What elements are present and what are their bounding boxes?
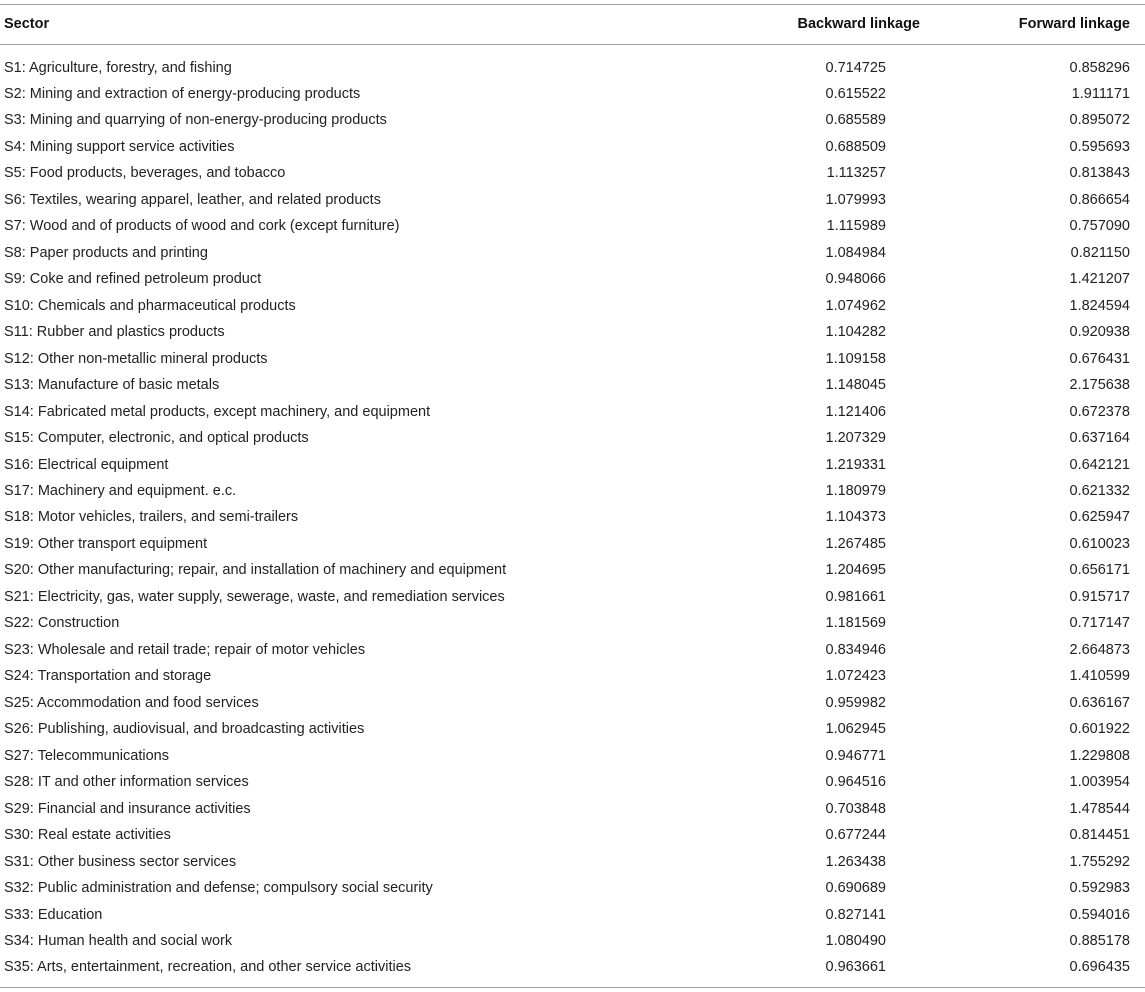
backward-linkage-cell: 1.104282	[825, 324, 886, 341]
backward-linkage-cell: 0.959982	[825, 694, 886, 711]
backward-linkage-cell: 0.703848	[825, 800, 886, 817]
forward-linkage-cell: 0.595693	[1069, 138, 1130, 155]
forward-linkage-cell: 0.636167	[1069, 694, 1130, 711]
backward-linkage-cell: 1.109158	[825, 350, 886, 367]
forward-linkage-cell: 0.858296	[1069, 59, 1130, 76]
table-row	[0, 902, 1145, 929]
forward-linkage-cell: 0.592983	[1069, 880, 1130, 897]
table-row	[0, 663, 1145, 690]
forward-linkage-cell: 0.637164	[1069, 430, 1130, 447]
table-row	[0, 213, 1145, 240]
sector-cell: S6: Textiles, wearing apparel, leather, and related products	[4, 191, 381, 208]
backward-linkage-cell: 0.948066	[825, 271, 886, 288]
backward-linkage-cell: 1.079993	[825, 191, 886, 208]
table-row	[0, 425, 1145, 452]
backward-linkage-cell: 1.204695	[825, 562, 886, 579]
sector-cell: S17: Machinery and equipment. e.c.	[4, 483, 237, 500]
forward-linkage-cell: 1.824594	[1069, 297, 1130, 314]
forward-linkage-cell: 1.911171	[1071, 85, 1130, 102]
forward-linkage-cell: 0.642121	[1069, 456, 1130, 473]
forward-linkage-cell: 2.664873	[1069, 641, 1130, 658]
sector-cell: S2: Mining and extraction of energy-producing products	[4, 85, 361, 102]
forward-linkage-cell: 0.676431	[1069, 350, 1130, 367]
backward-linkage-cell: 0.685589	[825, 112, 886, 129]
table-row	[0, 372, 1145, 399]
table-row	[0, 928, 1145, 955]
table-row	[0, 399, 1145, 426]
backward-linkage-cell: 1.219331	[825, 456, 886, 473]
forward-linkage-cell: 0.625947	[1069, 509, 1130, 526]
backward-linkage-cell: 0.981661	[825, 588, 886, 605]
table-row	[0, 531, 1145, 558]
forward-linkage-cell: 0.672378	[1069, 403, 1130, 420]
sector-cell: S30: Real estate activities	[4, 827, 171, 844]
sector-cell: S15: Computer, electronic, and optical products	[4, 430, 309, 447]
table-row	[0, 504, 1145, 531]
table-row	[0, 796, 1145, 823]
sector-cell: S22: Construction	[4, 615, 120, 632]
backward-linkage-cell: 0.834946	[825, 641, 886, 658]
sector-cell: S3: Mining and quarrying of non-energy-producing products	[4, 112, 387, 129]
table-row	[0, 954, 1145, 981]
table-row	[0, 637, 1145, 664]
backward-linkage-cell: 1.084984	[825, 244, 886, 261]
sector-cell: S32: Public administration and defense; compulsory social security	[4, 880, 433, 897]
forward-linkage-cell: 0.814451	[1069, 827, 1130, 844]
sector-cell: S24: Transportation and storage	[4, 668, 212, 685]
backward-linkage-cell: 0.827141	[825, 906, 886, 923]
sector-cell: S21: Electricity, gas, water supply, sewerage, waste, and remediation services	[4, 588, 505, 605]
table-top-rule	[0, 4, 1145, 5]
sector-cell: S31: Other business sector services	[4, 853, 237, 870]
forward-linkage-cell: 1.478544	[1069, 800, 1130, 817]
table-row	[0, 240, 1145, 267]
forward-linkage-cell: 0.895072	[1069, 112, 1130, 129]
sector-cell: S34: Human health and social work	[4, 933, 233, 949]
table-row	[0, 690, 1145, 717]
backward-linkage-cell: 0.688509	[825, 138, 886, 155]
backward-linkage-cell: 0.714725	[825, 59, 886, 76]
header-sector: Sector	[4, 16, 50, 32]
sector-cell: S11: Rubber and plastics products	[4, 324, 225, 341]
table-row	[0, 716, 1145, 743]
table-row	[0, 107, 1145, 134]
table-row	[0, 849, 1145, 876]
sector-cell: S20: Other manufacturing; repair, and installation of machinery and equipment	[4, 562, 507, 579]
table-row	[0, 266, 1145, 293]
sector-cell: S10: Chemicals and pharmaceutical products	[4, 297, 296, 314]
backward-linkage-cell: 1.207329	[825, 430, 886, 447]
forward-linkage-cell: 0.656171	[1069, 562, 1130, 579]
table-row	[0, 478, 1145, 505]
forward-linkage-cell: 0.813843	[1069, 165, 1130, 182]
sector-cell: S33: Education	[4, 906, 103, 923]
forward-linkage-cell: 0.915717	[1069, 588, 1130, 605]
table-row	[0, 346, 1145, 373]
table-row	[0, 769, 1145, 796]
table-row	[0, 187, 1145, 214]
backward-linkage-cell: 0.677244	[825, 827, 886, 844]
forward-linkage-cell: 0.621332	[1069, 483, 1130, 500]
sector-cell: S16: Electrical equipment	[4, 456, 169, 473]
table-row	[0, 81, 1145, 108]
sector-cell: S8: Paper products and printing	[4, 244, 208, 261]
sector-cell: S35: Arts, entertainment, recreation, and other service activities	[4, 959, 412, 976]
forward-linkage-cell: 1.229808	[1069, 747, 1130, 764]
header-forward-linkage: Forward linkage	[1018, 16, 1130, 32]
sector-cell: S27: Telecommunications	[4, 747, 169, 764]
forward-linkage-cell: 1.755292	[1069, 853, 1130, 870]
table-row	[0, 822, 1145, 849]
backward-linkage-cell: 1.104373	[825, 509, 886, 526]
sector-cell: S4: Mining support service activities	[4, 138, 235, 155]
sector-cell: S5: Food products, beverages, and tobacco	[4, 165, 286, 182]
table-row	[0, 319, 1145, 346]
table-row	[0, 743, 1145, 770]
backward-linkage-cell: 1.181569	[825, 615, 886, 632]
forward-linkage-cell: 2.175638	[1069, 377, 1130, 394]
sector-cell: S14: Fabricated metal products, except machinery, and equipment	[4, 403, 431, 420]
sector-cell: S13: Manufacture of basic metals	[4, 377, 220, 394]
backward-linkage-cell: 0.964516	[825, 774, 886, 791]
table-row	[0, 55, 1145, 82]
sector-cell: S1: Agriculture, forestry, and fishing	[4, 59, 232, 76]
forward-linkage-cell: 0.594016	[1069, 906, 1130, 923]
table-row	[0, 557, 1145, 584]
backward-linkage-cell: 1.148045	[825, 377, 886, 394]
forward-linkage-cell: 0.885178	[1069, 933, 1130, 949]
backward-linkage-cell: 1.267485	[825, 535, 886, 552]
table-row	[0, 160, 1145, 187]
forward-linkage-cell: 0.696435	[1069, 959, 1130, 976]
backward-linkage-cell: 1.074962	[825, 297, 886, 314]
table-row	[0, 293, 1145, 320]
backward-linkage-cell: 1.115989	[826, 218, 886, 235]
sector-cell: S29: Financial and insurance activities	[4, 800, 251, 817]
table-row	[0, 134, 1145, 161]
backward-linkage-cell: 0.946771	[825, 747, 886, 764]
backward-linkage-cell: 1.263438	[825, 853, 886, 870]
backward-linkage-cell: 1.121406	[825, 403, 886, 420]
table-bottom-rule	[0, 987, 1145, 988]
table-header-rule	[0, 44, 1145, 45]
forward-linkage-cell: 0.610023	[1069, 535, 1130, 552]
forward-linkage-cell: 1.410599	[1069, 668, 1130, 685]
forward-linkage-cell: 0.821150	[1070, 244, 1130, 261]
sector-cell: S9: Coke and refined petroleum product	[4, 271, 262, 288]
table-row	[0, 452, 1145, 479]
table-row	[0, 875, 1145, 902]
backward-linkage-cell: 1.080490	[825, 933, 886, 949]
header-backward-linkage: Backward linkage	[797, 16, 920, 32]
backward-linkage-cell: 1.072423	[825, 668, 886, 685]
sector-cell: S7: Wood and of products of wood and cork (except furniture)	[4, 218, 400, 235]
sector-cell: S25: Accommodation and food services	[4, 694, 259, 711]
sector-cell: S18: Motor vehicles, trailers, and semi-trailers	[4, 509, 299, 526]
forward-linkage-cell: 0.920938	[1069, 324, 1130, 341]
sector-cell: S19: Other transport equipment	[4, 535, 208, 552]
backward-linkage-cell: 0.690689	[825, 880, 886, 897]
forward-linkage-cell: 0.757090	[1069, 218, 1130, 235]
backward-linkage-cell: 1.180979	[825, 483, 886, 500]
forward-linkage-cell: 0.717147	[1069, 615, 1130, 632]
table-row	[0, 610, 1145, 637]
backward-linkage-cell: 0.963661	[825, 959, 886, 976]
forward-linkage-cell: 0.601922	[1069, 721, 1130, 738]
sector-cell: S26: Publishing, audiovisual, and broadcasting activities	[4, 721, 365, 738]
table-header-row	[0, 9, 1145, 39]
sector-cell: S28: IT and other information services	[4, 774, 249, 791]
backward-linkage-cell: 1.062945	[825, 721, 886, 738]
sector-cell: S12: Other non-metallic mineral products	[4, 350, 268, 367]
table-row	[0, 584, 1145, 611]
sector-cell: S23: Wholesale and retail trade; repair of motor vehicles	[4, 641, 366, 658]
forward-linkage-cell: 1.003954	[1069, 774, 1130, 791]
backward-linkage-cell: 0.615522	[825, 85, 886, 102]
forward-linkage-cell: 0.866654	[1069, 191, 1130, 208]
forward-linkage-cell: 1.421207	[1069, 271, 1130, 288]
backward-linkage-cell: 1.113257	[826, 165, 886, 182]
